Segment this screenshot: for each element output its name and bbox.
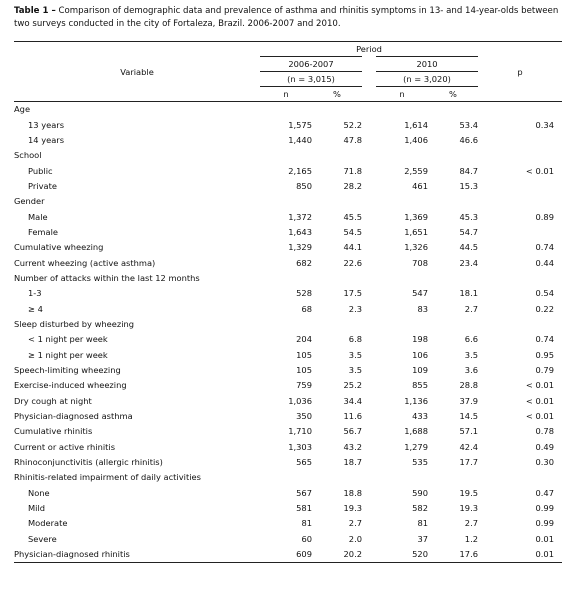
- row-p-value: < 0.01: [525, 411, 554, 422]
- row-label: Severe: [28, 533, 57, 544]
- row-label: Dry cough at night: [14, 395, 92, 406]
- row-n-2006: 60: [301, 533, 312, 544]
- row-p-value: 0.99: [535, 503, 554, 514]
- row-n-2010: 83: [417, 303, 428, 314]
- table-row: [14, 363, 562, 378]
- row-label: Number of attacks within the last 12 months: [14, 272, 200, 283]
- row-pct-2010: 84.7: [459, 165, 478, 176]
- row-pct-2006: 17.5: [343, 288, 362, 299]
- row-pct-2010: 54.7: [459, 226, 478, 237]
- row-pct-2006: 19.3: [343, 503, 362, 514]
- row-n-2010: [376, 271, 428, 286]
- row-n-2006: [260, 470, 312, 485]
- row-gap: [362, 486, 376, 501]
- row-gap: [362, 424, 376, 439]
- row-n-2010: 855: [412, 380, 428, 391]
- table-row: [14, 194, 562, 209]
- row-n-2010: [376, 317, 428, 332]
- row-gap: [362, 409, 376, 424]
- table-row: [14, 378, 562, 393]
- row-p-value: 0.89: [535, 211, 554, 222]
- row-n-2010: 535: [412, 457, 428, 468]
- header-period: Period: [260, 42, 478, 57]
- row-pct-2006: [312, 194, 362, 209]
- row-n-2006: 1,710: [288, 426, 312, 437]
- row-pct-2010: [428, 148, 478, 163]
- row-n-2010: [376, 148, 428, 163]
- table-row: [14, 286, 562, 301]
- row-gap: [362, 317, 376, 332]
- row-pct-2010: 19.5: [459, 487, 478, 498]
- table-row: [14, 348, 562, 363]
- table-row: [14, 255, 562, 270]
- row-n-2010: 1,369: [404, 211, 428, 222]
- header-sample-2: (n = 3,020): [376, 72, 478, 87]
- row-n-2006: 1,440: [288, 134, 312, 145]
- row-n-2010: 1,651: [404, 226, 428, 237]
- row-p-value: 0.47: [535, 487, 554, 498]
- row-n-2010: 547: [412, 288, 428, 299]
- header-n-2: n: [376, 87, 428, 102]
- row-pct-2010: 17.7: [459, 457, 478, 468]
- table-caption: [14, 5, 562, 31]
- row-p-value: 0.30: [535, 457, 554, 468]
- row-n-2010: [376, 102, 428, 118]
- row-p-value: 0.54: [535, 288, 554, 299]
- row-n-2010: 520: [376, 547, 428, 563]
- row-n-2006: 105: [296, 349, 312, 360]
- row-pct-2010: 2.7: [464, 303, 478, 314]
- row-n-2006: [260, 194, 312, 209]
- row-pct-2006: 28.2: [343, 180, 362, 191]
- row-label: Cumulative rhinitis: [14, 426, 93, 437]
- row-gap: [362, 148, 376, 163]
- row-pct-2010: 14.5: [459, 411, 478, 422]
- table-row: [14, 117, 562, 132]
- row-pct-2006: 18.8: [343, 487, 362, 498]
- table-row: [14, 271, 562, 286]
- row-n-2010: 109: [412, 365, 428, 376]
- row-gap: [362, 440, 376, 455]
- row-pct-2006: [312, 271, 362, 286]
- table-row: [14, 163, 562, 178]
- row-label: Cumulative wheezing: [14, 242, 104, 253]
- row-p-value: [478, 179, 562, 194]
- row-n-2010: 1,326: [404, 242, 428, 253]
- table-row: [14, 501, 562, 516]
- row-n-2010: 198: [412, 334, 428, 345]
- row-gap: [362, 378, 376, 393]
- table-row: [14, 148, 562, 163]
- header-sample-1: (n = 3,015): [260, 72, 362, 87]
- row-pct-2010: [428, 271, 478, 286]
- row-n-2006: 2,165: [288, 165, 312, 176]
- row-label: Speech-limiting wheezing: [14, 365, 121, 376]
- table-row: [14, 394, 562, 409]
- table-caption-text: Comparison of demographic data and prevalence of asthma and rhinitis symptoms in 13- and 14-year-olds between two surveys conducted in the city of Fortaleza, Brazil. 2006-2007 and 2010.: [14, 6, 559, 29]
- row-pct-2006: 44.1: [343, 242, 362, 253]
- row-pct-2006: [312, 470, 362, 485]
- row-n-2006: 682: [296, 257, 312, 268]
- table-row: [14, 486, 562, 501]
- row-pct-2006: 47.8: [343, 134, 362, 145]
- row-p-value: [478, 133, 562, 148]
- row-n-2006: 105: [296, 365, 312, 376]
- table-row: [14, 225, 562, 240]
- row-pct-2010: 18.1: [459, 288, 478, 299]
- row-pct-2010: 44.5: [459, 242, 478, 253]
- row-p-value: < 0.01: [525, 395, 554, 406]
- row-gap: [362, 332, 376, 347]
- row-n-2006: 1,036: [288, 395, 312, 406]
- row-gap: [362, 240, 376, 255]
- row-p-value: [478, 470, 562, 485]
- row-pct-2006: 71.8: [343, 165, 362, 176]
- row-n-2010: 37: [417, 533, 428, 544]
- row-label: ≥ 4: [28, 303, 43, 314]
- row-n-2010: 1,688: [404, 426, 428, 437]
- table-caption-label: Table 1 –: [14, 6, 56, 16]
- row-n-2006: 204: [296, 334, 312, 345]
- row-pct-2006: 2.7: [348, 518, 362, 529]
- row-p-value: 0.79: [535, 365, 554, 376]
- row-n-2006: 68: [301, 303, 312, 314]
- row-gap: [362, 179, 376, 194]
- row-gap: [362, 501, 376, 516]
- row-gap: [362, 117, 376, 132]
- table-row: [14, 409, 562, 424]
- table-row: [14, 317, 562, 332]
- row-n-2010: [376, 194, 428, 209]
- row-pct-2010: 1.2: [464, 533, 478, 544]
- row-gap: [362, 394, 376, 409]
- row-pct-2006: 3.5: [348, 365, 362, 376]
- row-p-value: < 0.01: [525, 380, 554, 391]
- row-p-value: 0.99: [535, 518, 554, 529]
- row-pct-2006: [312, 148, 362, 163]
- row-pct-2006: 25.2: [343, 380, 362, 391]
- table-row: [14, 547, 562, 563]
- row-label: Sleep disturbed by wheezing: [14, 318, 135, 329]
- row-label: Exercise-induced wheezing: [14, 380, 127, 391]
- row-n-2006: [260, 148, 312, 163]
- row-pct-2010: 45.3: [459, 211, 478, 222]
- row-pct-2006: 2.3: [348, 303, 362, 314]
- row-p-value: 0.49: [535, 441, 554, 452]
- table-row: [14, 301, 562, 316]
- row-label: Female: [28, 226, 58, 237]
- row-p-value: [478, 102, 562, 118]
- row-pct-2010: 15.3: [459, 180, 478, 191]
- row-pct-2010: [428, 194, 478, 209]
- row-n-2006: [260, 102, 312, 118]
- row-pct-2006: 22.6: [343, 257, 362, 268]
- row-pct-2010: 53.4: [459, 119, 478, 130]
- row-p-value: 0.22: [535, 303, 554, 314]
- row-n-2010: 1,136: [404, 395, 428, 406]
- row-gap: [362, 163, 376, 178]
- row-label: < 1 night per week: [28, 334, 108, 345]
- row-p-value: 0.44: [535, 257, 554, 268]
- row-gap: [362, 516, 376, 531]
- header-variable: Variable: [14, 42, 260, 102]
- data-table: [14, 41, 562, 563]
- row-gap: [362, 194, 376, 209]
- row-label: Current wheezing (active asthma): [14, 257, 156, 268]
- row-pct-2010: 19.3: [459, 503, 478, 514]
- table-row: [14, 455, 562, 470]
- row-label: ≥ 1 night per week: [28, 349, 108, 360]
- header-p: p: [478, 42, 562, 102]
- row-n-2010: [376, 470, 428, 485]
- table-row: [14, 102, 562, 118]
- table-row: [14, 209, 562, 224]
- table-row: [14, 516, 562, 531]
- row-label: 14 years: [28, 134, 65, 145]
- row-pct-2006: 54.5: [343, 226, 362, 237]
- row-n-2010: 1,406: [404, 134, 428, 145]
- row-n-2006: [260, 317, 312, 332]
- row-label: Rhinoconjunctivitis (allergic rhinitis): [14, 457, 163, 468]
- row-pct-2010: 42.4: [459, 441, 478, 452]
- row-n-2010: 433: [412, 411, 428, 422]
- table-row: [14, 332, 562, 347]
- row-p-value: < 0.01: [525, 165, 554, 176]
- row-n-2010: 582: [412, 503, 428, 514]
- row-p-value: [478, 194, 562, 209]
- row-gap: [362, 470, 376, 485]
- row-label: Physician-diagnosed rhinitis: [14, 547, 260, 563]
- row-p-value: [478, 271, 562, 286]
- row-label: Moderate: [28, 518, 68, 529]
- row-p-value: 0.01: [535, 533, 554, 544]
- row-pct-2010: [428, 102, 478, 118]
- row-pct-2006: 2.0: [348, 533, 362, 544]
- row-gap: [362, 532, 376, 547]
- row-gap: [362, 209, 376, 224]
- row-n-2006: 759: [296, 380, 312, 391]
- row-n-2006: 850: [296, 180, 312, 191]
- row-p-value: [478, 148, 562, 163]
- row-pct-2006: 6.8: [348, 334, 362, 345]
- header-year-1: 2006-2007: [260, 57, 362, 72]
- header-pct-2: %: [428, 87, 478, 102]
- row-pct-2010: [428, 470, 478, 485]
- header-n-1: n: [260, 87, 312, 102]
- row-n-2006: 581: [296, 503, 312, 514]
- row-pct-2010: 28.8: [459, 380, 478, 391]
- row-n-2010: 708: [412, 257, 428, 268]
- row-n-2006: 81: [301, 518, 312, 529]
- row-p-value: [478, 317, 562, 332]
- row-n-2010: 1,279: [404, 441, 428, 452]
- row-n-2006: [260, 271, 312, 286]
- row-pct-2006: 11.6: [343, 411, 362, 422]
- table-row: [14, 133, 562, 148]
- row-label: Public: [28, 165, 53, 176]
- row-n-2006: 567: [296, 487, 312, 498]
- row-p-value: 0.95: [535, 349, 554, 360]
- row-pct-2010: [428, 317, 478, 332]
- table-row: [14, 424, 562, 439]
- row-n-2006: 1,372: [288, 211, 312, 222]
- row-n-2006: 1,643: [288, 226, 312, 237]
- row-p-value: 0.01: [478, 547, 562, 563]
- row-label: Gender: [14, 196, 45, 207]
- table-header: [14, 42, 562, 102]
- row-pct-2010: 46.6: [459, 134, 478, 145]
- row-n-2006: 609: [260, 547, 312, 563]
- row-p-value: 0.74: [535, 242, 554, 253]
- row-pct-2006: 3.5: [348, 349, 362, 360]
- row-gap: [362, 455, 376, 470]
- row-gap: [362, 348, 376, 363]
- header-pct-1: %: [312, 87, 362, 102]
- row-pct-2006: 56.7: [343, 426, 362, 437]
- table-row: [14, 470, 562, 485]
- row-n-2010: 461: [412, 180, 428, 191]
- row-n-2006: 350: [296, 411, 312, 422]
- row-pct-2006: 18.7: [343, 457, 362, 468]
- row-label: School: [14, 150, 42, 161]
- table-row: [14, 240, 562, 255]
- table-body: [14, 102, 562, 563]
- row-label: Mild: [28, 503, 46, 514]
- row-pct-2006: 43.2: [343, 441, 362, 452]
- row-pct-2006: [312, 102, 362, 118]
- table-row: [14, 532, 562, 547]
- row-pct-2010: 3.5: [464, 349, 478, 360]
- row-pct-2006: 45.5: [343, 211, 362, 222]
- row-label: Male: [28, 211, 48, 222]
- row-pct-2006: [312, 317, 362, 332]
- row-n-2010: 106: [412, 349, 428, 360]
- row-gap: [362, 255, 376, 270]
- row-pct-2010: 23.4: [459, 257, 478, 268]
- row-n-2006: 1,329: [288, 242, 312, 253]
- row-p-value: [478, 225, 562, 240]
- row-gap: [362, 301, 376, 316]
- row-gap: [362, 133, 376, 148]
- row-n-2010: 2,559: [404, 165, 428, 176]
- row-pct-2010: 2.7: [464, 518, 478, 529]
- row-label: Private: [28, 180, 57, 191]
- row-n-2010: 1,614: [404, 119, 428, 130]
- row-gap: [362, 102, 376, 118]
- row-gap: [362, 225, 376, 240]
- row-n-2006: 528: [296, 288, 312, 299]
- table-row: [14, 179, 562, 194]
- row-gap: [362, 363, 376, 378]
- row-pct-2010: 17.6: [428, 547, 478, 563]
- row-label: 1-3: [28, 288, 42, 299]
- row-label: Rhinitis-related impairment of daily activities: [14, 472, 201, 483]
- row-label: Age: [14, 104, 31, 115]
- row-pct-2010: 6.6: [464, 334, 478, 345]
- table-row: [14, 440, 562, 455]
- row-n-2006: 1,303: [288, 441, 312, 452]
- row-n-2010: 590: [412, 487, 428, 498]
- row-pct-2006: 52.2: [343, 119, 362, 130]
- row-gap: [362, 286, 376, 301]
- row-pct-2010: 57.1: [459, 426, 478, 437]
- row-p-value: 0.74: [535, 334, 554, 345]
- row-label: Current or active rhinitis: [14, 441, 116, 452]
- row-label: Physician-diagnosed asthma: [14, 411, 133, 422]
- row-label: None: [28, 487, 50, 498]
- row-n-2006: 565: [296, 457, 312, 468]
- row-n-2006: 1,575: [288, 119, 312, 130]
- row-pct-2010: 37.9: [459, 395, 478, 406]
- row-label: 13 years: [28, 119, 65, 130]
- header-year-2: 2010: [376, 57, 478, 72]
- row-p-value: 0.34: [535, 119, 554, 130]
- row-gap: [362, 547, 376, 563]
- row-p-value: 0.78: [535, 426, 554, 437]
- row-pct-2006: 34.4: [343, 395, 362, 406]
- row-pct-2010: 3.6: [464, 365, 478, 376]
- row-n-2010: 81: [417, 518, 428, 529]
- row-pct-2006: 20.2: [312, 547, 362, 563]
- header-row-period: [14, 42, 562, 57]
- row-gap: [362, 271, 376, 286]
